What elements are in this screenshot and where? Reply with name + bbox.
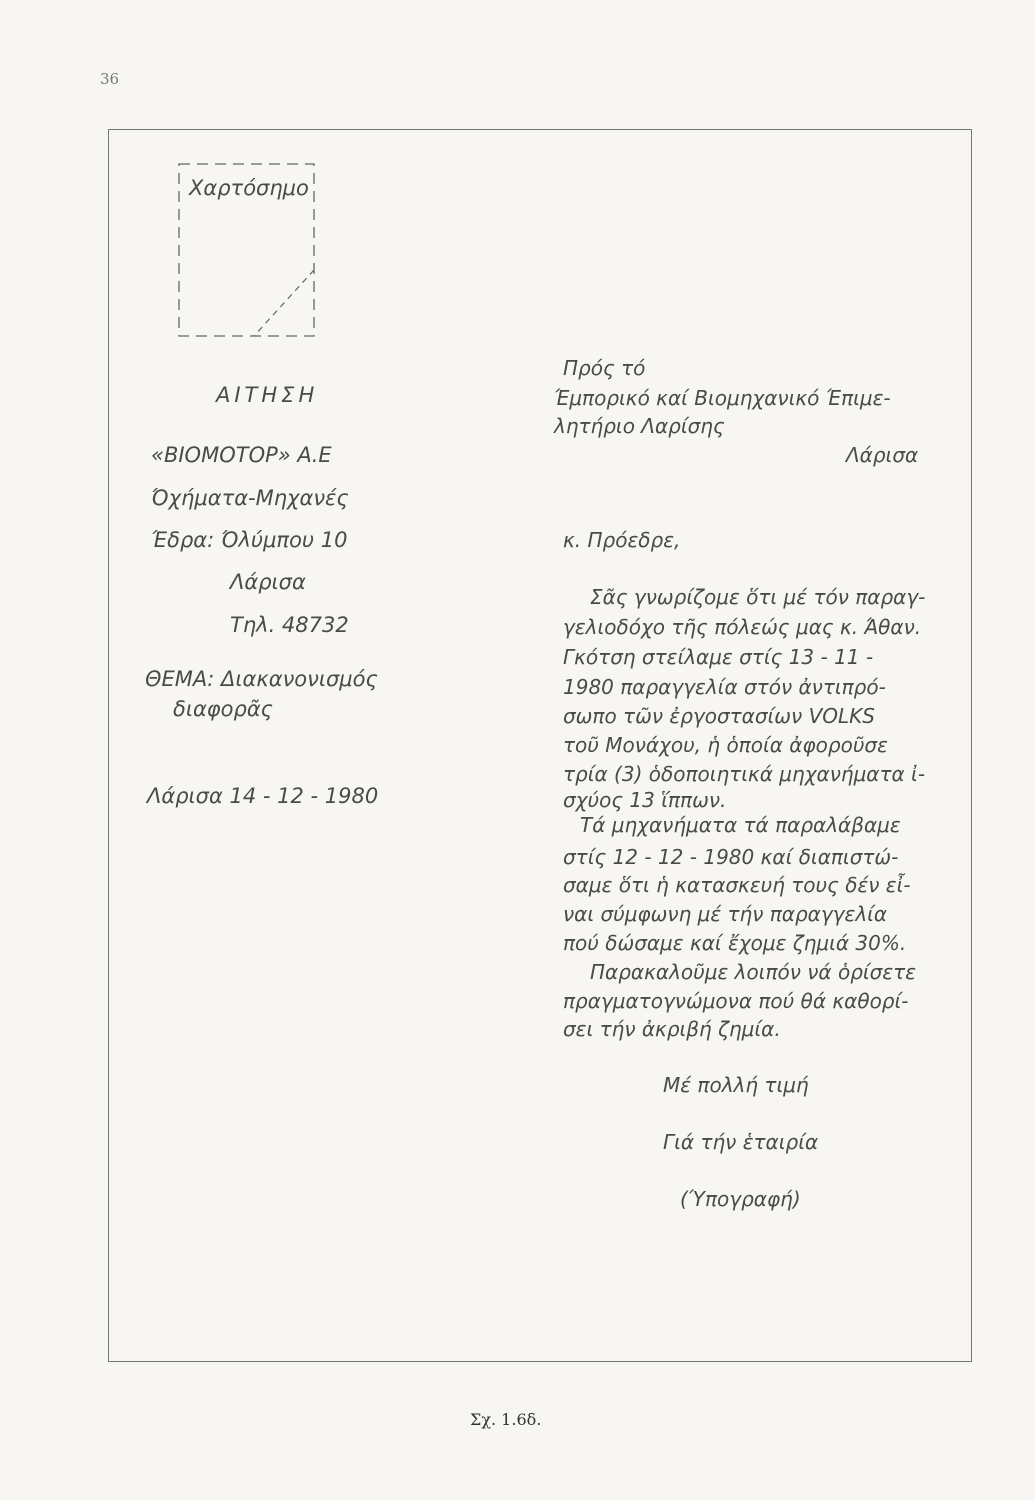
company-city: Λάρισα: [230, 570, 306, 594]
recipient-city: Λάρισα: [846, 443, 919, 467]
company-name: «ΒΙΟΜΟΤΟΡ» Α.Ε: [151, 443, 332, 467]
subject-line-2: διαφορᾶς: [173, 697, 273, 721]
document-title: ΑΙΤΗΣΗ: [216, 383, 319, 407]
body-line: Παρακαλοῦμε λοιπόν νά ὁρίσετε: [590, 960, 917, 984]
letter-date: Λάρισα 14 - 12 - 1980: [147, 784, 379, 808]
body-line: ναι σύμφωνη μέ τήν παραγγελία: [563, 902, 888, 926]
company-phone: Τηλ. 48732: [230, 613, 349, 637]
body-line: σχύος 13 ἵππων.: [563, 788, 727, 812]
salutation: κ. Πρόεδρε,: [563, 528, 681, 552]
body-line: σωπο τῶν ἐργοστασίων VOLKS: [563, 704, 875, 728]
body-line: πραγματογνώμονα πού θά καθορί-: [563, 989, 909, 1013]
recipient-line-2: Έμπορικό καί Βιομηχανικό Έπιμε-: [554, 386, 891, 410]
body-line: στίς 12 - 12 - 1980 καί διαπιστώ-: [563, 845, 899, 869]
page-number: 36: [100, 70, 120, 88]
figure-caption: Σχ. 1.6δ.: [470, 1410, 542, 1429]
body-line: σει τήν ἀκριβή ζημία.: [563, 1017, 781, 1041]
for-company: Γιά τήν ἑταιρία: [663, 1130, 819, 1154]
closing: Μέ πολλή τιμή: [663, 1073, 809, 1097]
body-line: σαμε ὅτι ἡ κατασκευή τους δέν εἶ-: [563, 873, 911, 897]
body-line: Γκότση στείλαμε στίς 13 - 11 -: [563, 645, 874, 669]
body-line: τρία (3) ὁδοποιητικά μηχανήματα ἰ-: [563, 762, 926, 786]
body-line: γελιοδόχο τῆς πόλεώς μας κ. Άθαν.: [563, 615, 922, 639]
recipient-line-3: λητήριο Λαρίσης: [554, 414, 725, 438]
body-line: τοῦ Μονάχου, ἡ ὁποία ἀφοροῦσε: [563, 733, 888, 757]
body-line: Σᾶς γνωρίζομε ὅτι μέ τόν παραγ-: [590, 585, 926, 609]
body-line: Τά μηχανήματα τά παραλάβαμε: [580, 813, 901, 837]
subject-line-1: ΘΕΜΑ: Διακανονισμός: [145, 667, 378, 691]
signature-placeholder: (Ύπογραφή): [680, 1187, 801, 1211]
company-address: Έδρα: Όλύμπου 10: [151, 528, 348, 552]
stamp-label: Χαρτόσημο: [189, 176, 309, 200]
body-line: 1980 παραγγελία στόν ἀντιπρό-: [563, 675, 886, 699]
company-business: Όχήματα-Μηχανές: [151, 486, 349, 510]
body-line: πού δώσαμε καί ἔχομε ζημιά 30%.: [563, 931, 907, 955]
recipient-line-1: Πρός τό: [563, 356, 646, 380]
